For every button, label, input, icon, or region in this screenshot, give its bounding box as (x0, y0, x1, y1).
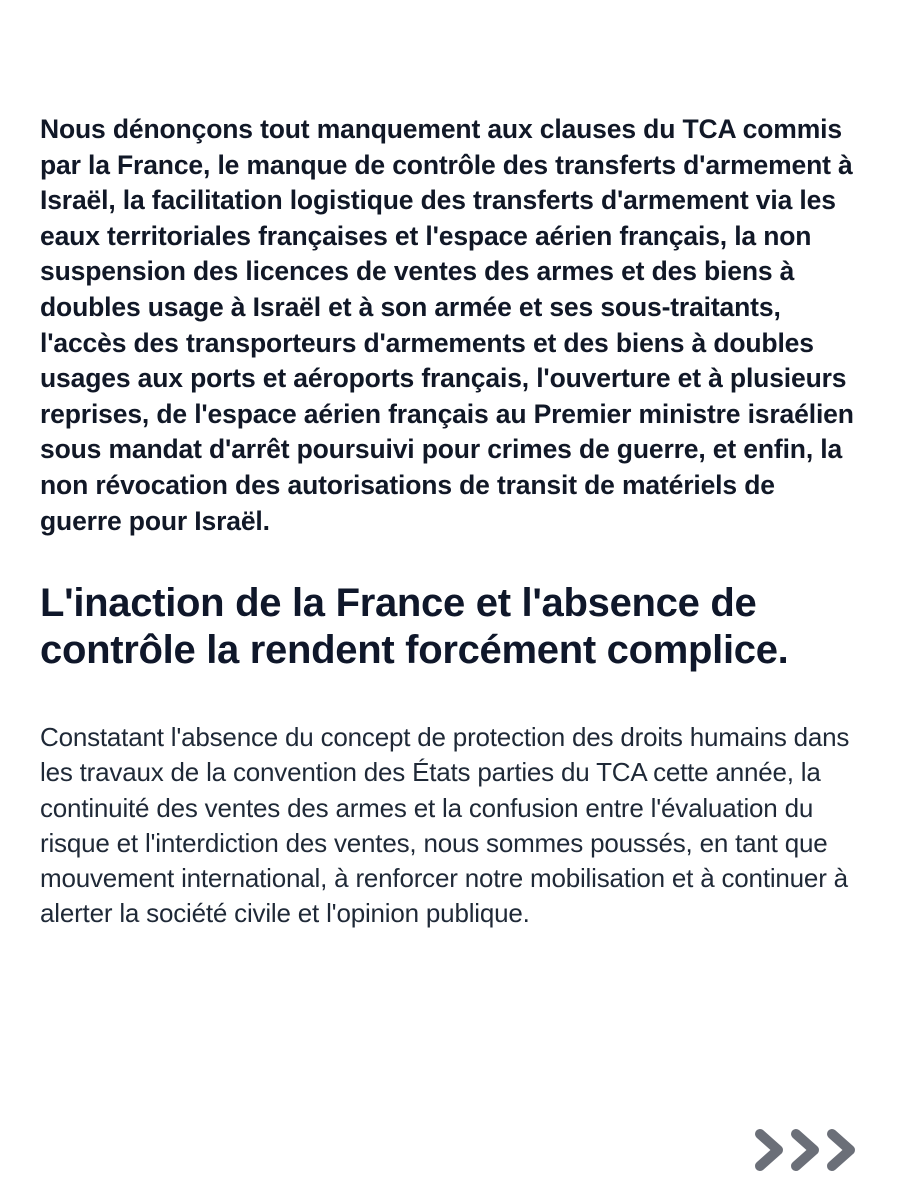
lead-paragraph: Nous dénonçons tout manquement aux clauses du TCA commis par la France, le manque de contrôle des transferts d'armement à Israël, la facilitation logistique des transferts d'armement via les eaux territoriales françaises et l'espace aérien français, la non suspension des licences de ventes des armes et des biens à doubles usage à Israël et à son armée et ses sous-traitants, l'accès des transporteurs d'armements et des biens à doubles usages aux ports et aéroports français, l'ouverture et à plusieurs reprises, de l'espace aérien français au Premier ministre israélien sous mandat d'arrêt poursuivi pour crimes de guerre, et enfin, la non révocation des autorisations de transit de matériels de guerre pour Israël. (40, 114, 854, 536)
next-page-button[interactable] (752, 1126, 864, 1174)
section-heading: L'inaction de la France et l'absence de contrôle la rendent forcément complice. (40, 581, 789, 672)
triple-chevron-right-icon (752, 1126, 864, 1174)
body-paragraph: Constatant l'absence du concept de protection des droits humains dans les travaux de la convention des États parties du TCA cette année, la continuité des ventes des armes et la confusion entre l'évaluation du risque et l'interdiction des ventes, nous sommes poussés, en tant que mouvement international, à renforcer notre mobilisation et à continuer à alerter la société civile et l'opinion publique. (40, 722, 850, 929)
document-content (40, 112, 860, 931)
